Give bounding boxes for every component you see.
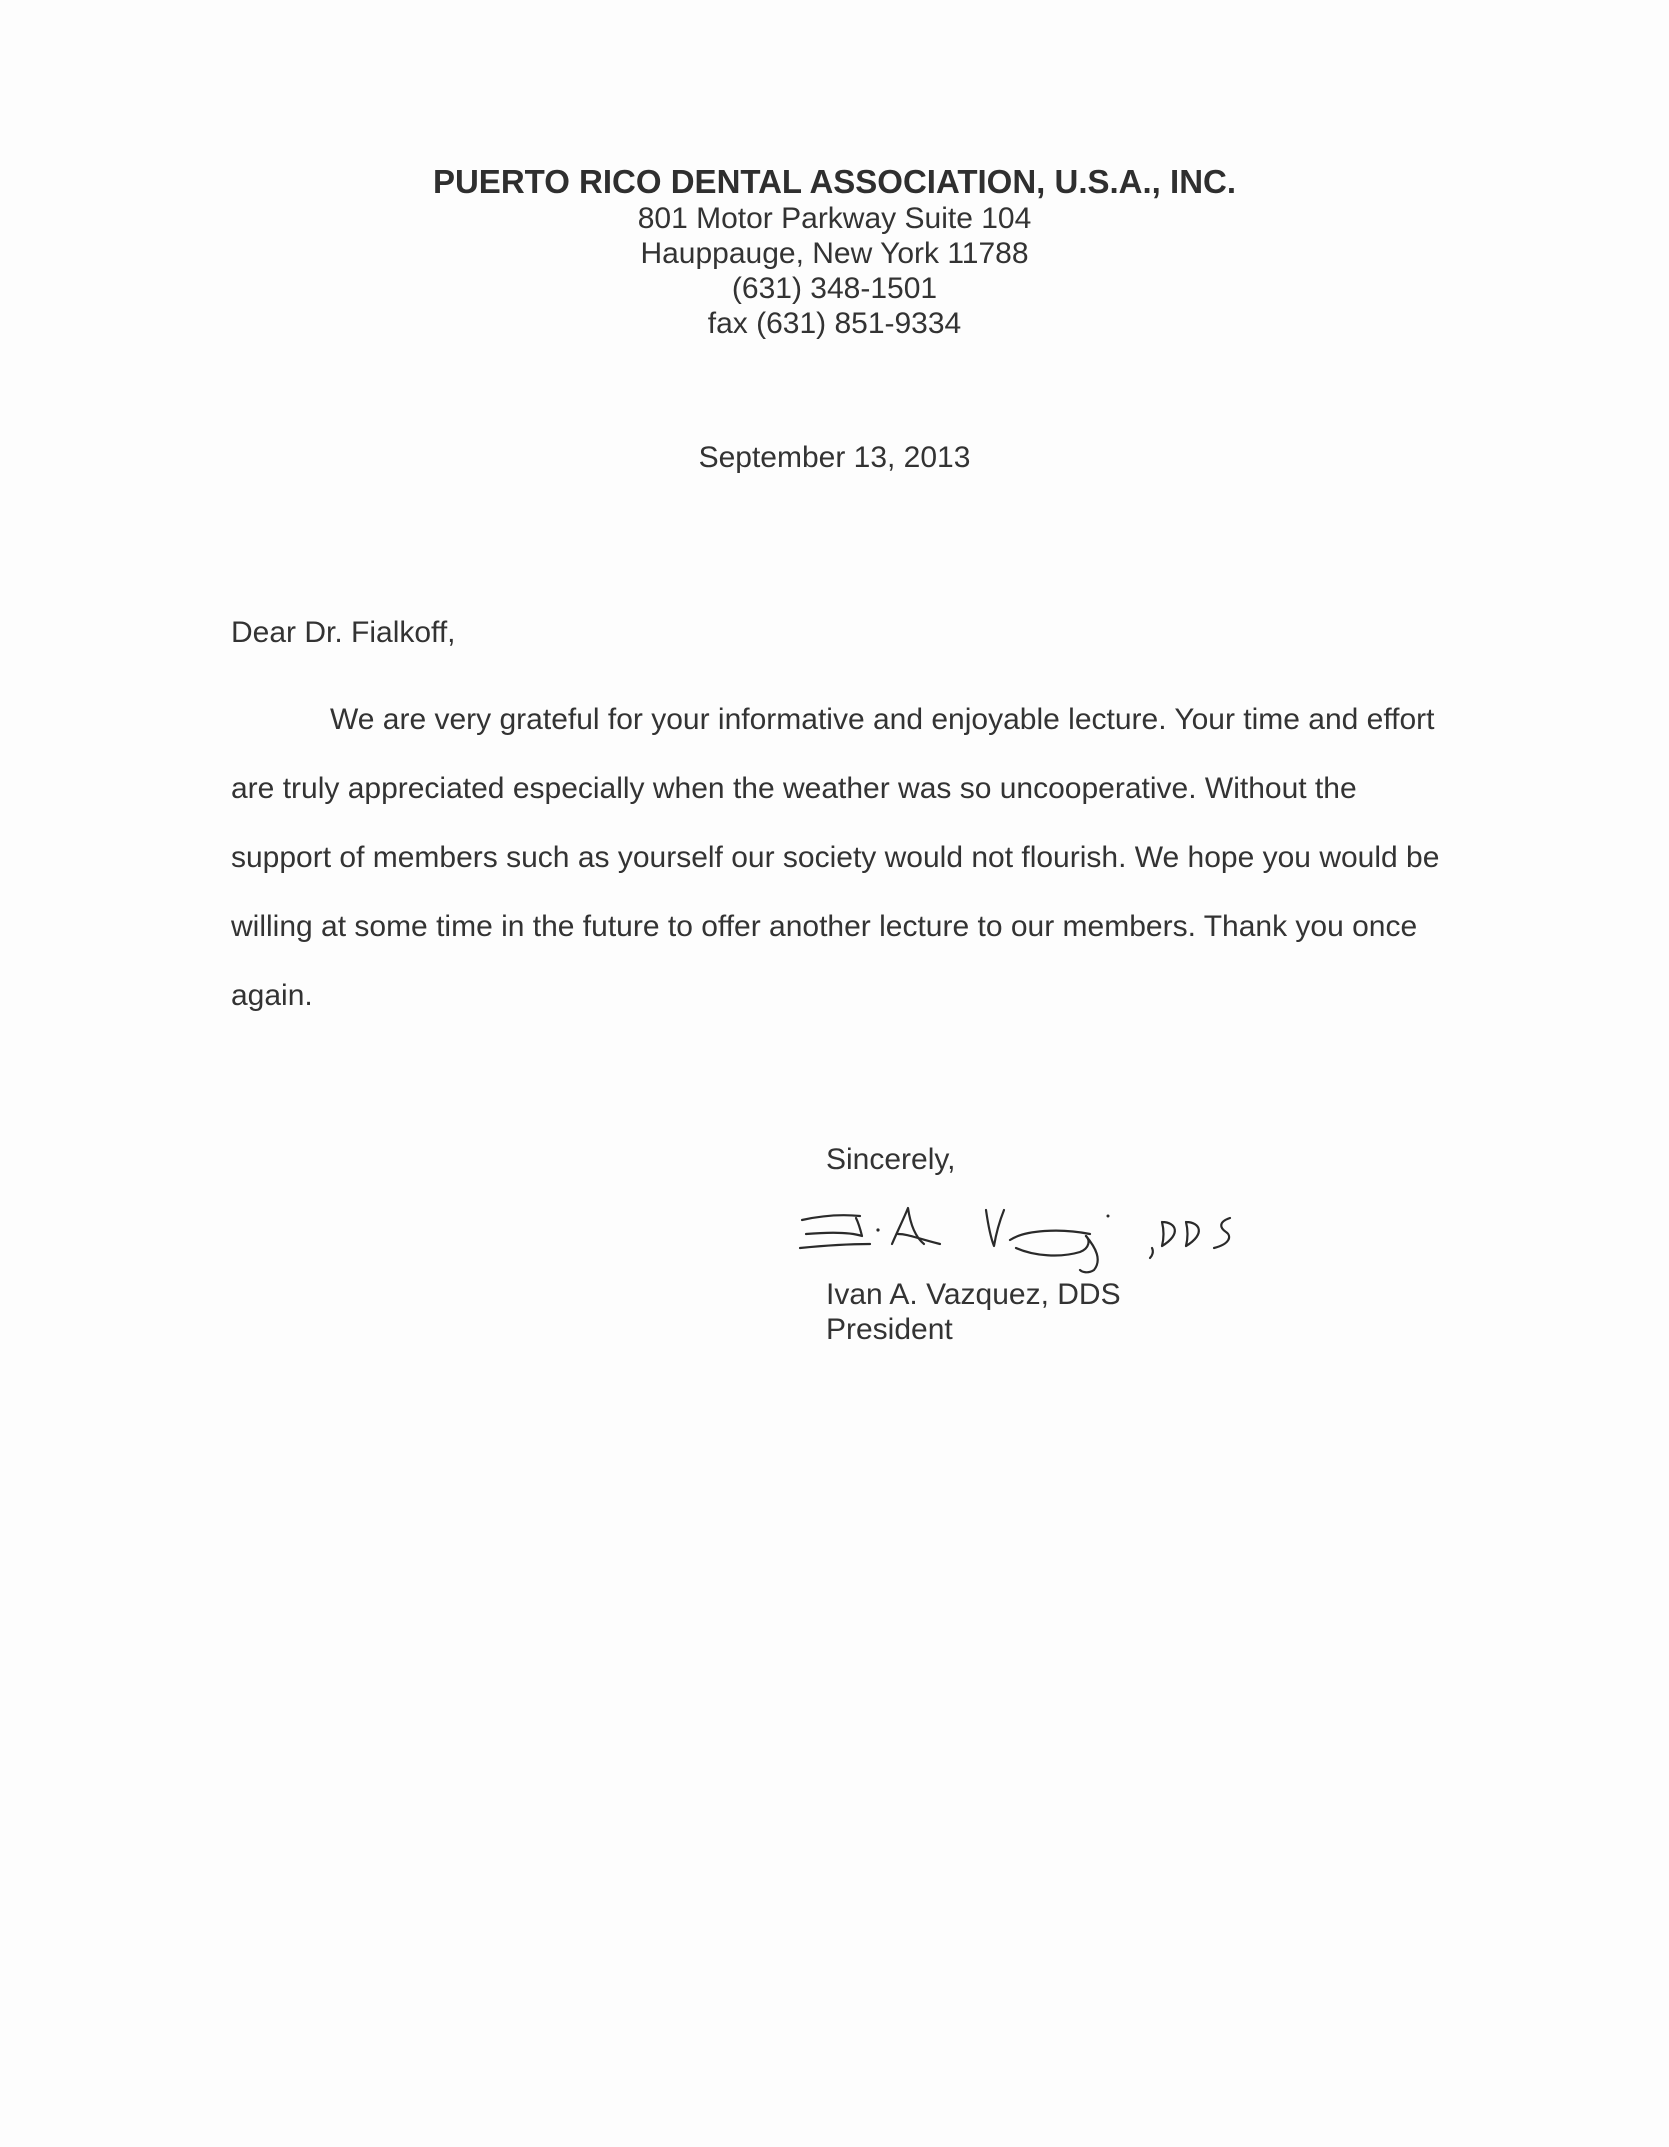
body-paragraph: We are very grateful for your informative and enjoyable lecture. Your time and effort are truly appreciated especially when the weather was so uncooperative. Without the support of members such as yourself our society would not flourish. We hope you would be willing at some time in the future to offer another lecture to our members. Thank you once again. <box>231 703 1440 1012</box>
salutation: Dear Dr. Fialkoff, <box>231 616 456 649</box>
address-line-1: 801 Motor Parkway Suite 104 <box>637 202 1032 235</box>
signer-block <box>826 1277 1121 1347</box>
closing: Sincerely, <box>826 1143 956 1176</box>
letter-date: September 13, 2013 <box>698 441 971 474</box>
fax-number: fax (631) 851-9334 <box>707 307 962 340</box>
letter-body <box>231 685 1451 1030</box>
address-line-2: Hauppauge, New York 11788 <box>640 237 1029 270</box>
letterhead <box>0 163 1669 341</box>
organization-name: PUERTO RICO DENTAL ASSOCIATION, U.S.A., INC. <box>432 163 1237 200</box>
signer-title: President <box>826 1313 953 1346</box>
phone-number: (631) 348-1501 <box>731 272 938 305</box>
signer-name: Ivan A. Vazquez, DDS <box>826 1278 1121 1311</box>
